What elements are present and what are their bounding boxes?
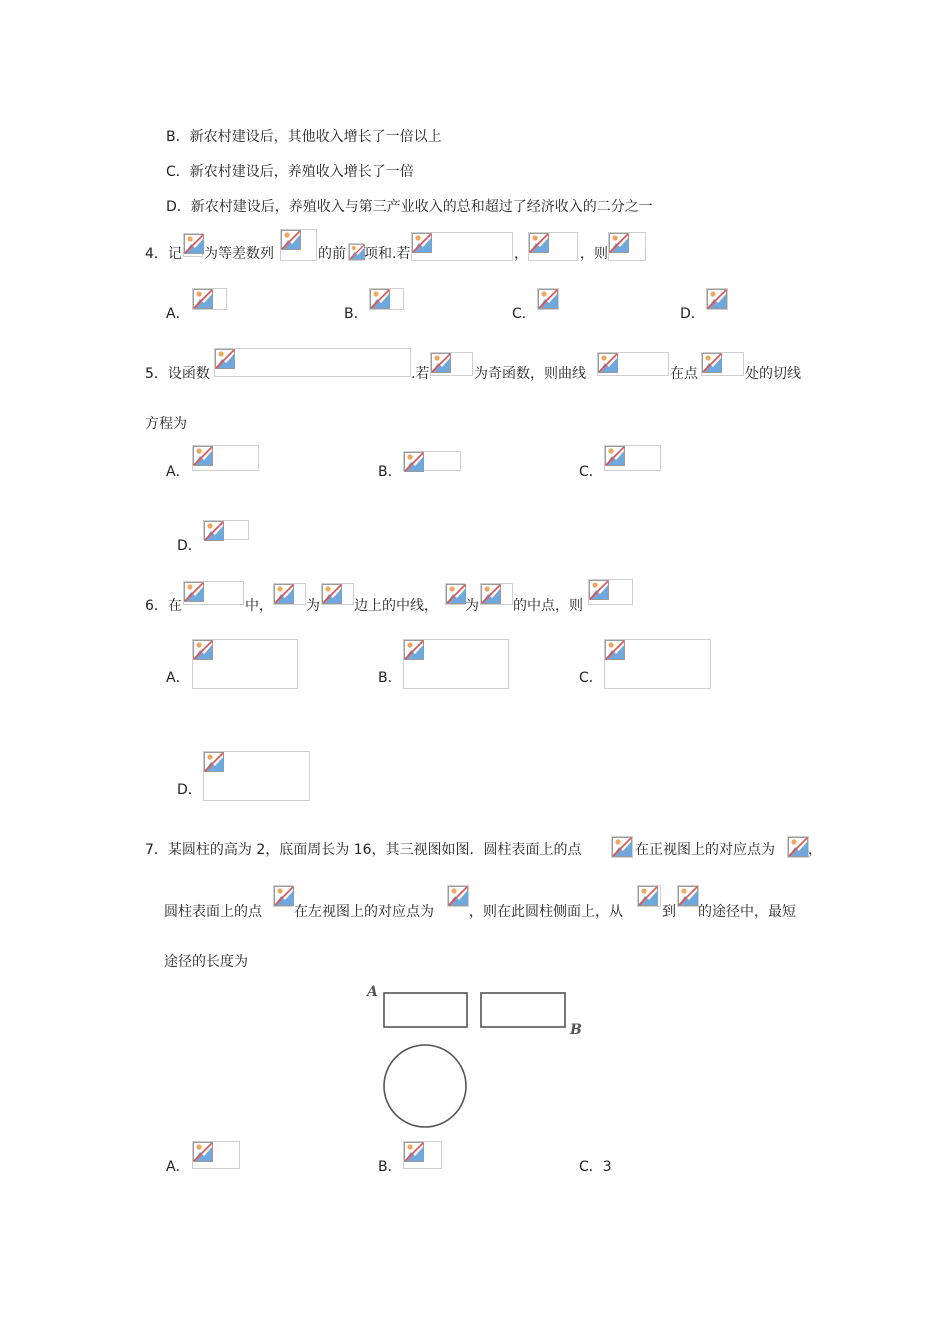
point-label-a: A <box>367 984 378 1000</box>
q5-option-b: B． <box>378 464 402 480</box>
broken-image-icon <box>480 583 513 605</box>
broken-image-icon <box>537 288 559 310</box>
top-view-circle <box>384 1045 466 1127</box>
q7-stem-line1: 7．某圆柱的高为 2，底面周长为 16，其三视图如图．圆柱表面上的点 <box>145 842 582 858</box>
q7-stem-text: ， <box>808 842 822 858</box>
broken-image-icon <box>403 639 509 689</box>
broken-image-icon <box>706 288 728 310</box>
broken-image-icon <box>192 445 259 471</box>
broken-image-icon <box>787 836 809 858</box>
broken-image-icon <box>611 836 633 858</box>
broken-image-icon <box>192 1141 240 1169</box>
q6-option-a: A． <box>166 670 190 686</box>
q7-option-a: A． <box>166 1159 190 1175</box>
broken-image-icon <box>192 639 298 689</box>
broken-image-icon <box>528 232 578 261</box>
broken-image-icon <box>588 579 633 605</box>
q7-stem-text: 到 <box>662 904 676 920</box>
broken-image-icon <box>677 885 699 907</box>
broken-image-icon <box>192 288 227 310</box>
q6-stem-text: 边上的中线， <box>354 598 438 614</box>
broken-image-icon <box>701 352 744 376</box>
q3-option-c: C．新农村建设后，养殖收入增长了一倍 <box>166 164 414 180</box>
broken-image-icon <box>203 520 249 540</box>
q5-stem-text: 为奇函数，则曲线 <box>474 366 586 382</box>
broken-image-icon <box>280 229 317 261</box>
three-view-diagram <box>360 980 590 1130</box>
q7-stem-text: 的途径中，最短 <box>698 904 796 920</box>
q4-stem-text: ， <box>514 246 528 262</box>
q6-option-b: B． <box>378 670 402 686</box>
front-view-rectangle <box>384 993 467 1027</box>
broken-image-icon <box>637 885 661 907</box>
q6-option-c: C． <box>579 670 603 686</box>
q5-option-c: C． <box>579 464 603 480</box>
broken-image-icon <box>447 885 469 907</box>
q7-stem-text: 在正视图上的对应点为 <box>635 842 775 858</box>
q7-option-b: B． <box>378 1159 402 1175</box>
broken-image-icon <box>183 233 203 257</box>
q5-stem-text: .若 <box>411 366 430 382</box>
q5-stem-number: 5．设函数 <box>145 366 210 382</box>
broken-image-icon <box>369 288 404 310</box>
broken-image-icon <box>203 751 310 801</box>
q4-stem-text: 为等差数列 <box>204 246 274 262</box>
q4-stem-text: 的前 <box>318 246 346 262</box>
q7-option-c: C．3 <box>579 1159 612 1175</box>
broken-image-icon <box>273 583 306 605</box>
broken-image-icon <box>403 1141 442 1169</box>
broken-image-icon <box>604 445 661 471</box>
q5-option-a: A． <box>166 464 190 480</box>
broken-image-icon <box>430 352 473 376</box>
broken-image-icon <box>273 885 293 907</box>
q6-stem-text: 中， <box>245 598 273 614</box>
q4-option-b: B． <box>344 306 368 322</box>
q7-stem-line2: 圆柱表面上的点 <box>164 904 262 920</box>
q5-stem-line2: 方程为 <box>145 416 187 432</box>
q5-option-d: D． <box>177 538 202 554</box>
q4-stem-number: 4．记 <box>145 246 182 262</box>
q6-stem-text: 的中点，则 <box>513 598 583 614</box>
q6-stem-text: 为 <box>306 598 320 614</box>
broken-image-icon <box>321 583 354 605</box>
q4-option-a: A． <box>166 306 190 322</box>
q6-option-d: D． <box>177 782 202 798</box>
broken-image-icon <box>214 348 411 377</box>
q5-stem-text: 在点 <box>670 366 698 382</box>
broken-image-icon <box>604 639 711 689</box>
broken-image-icon <box>597 352 669 376</box>
broken-image-icon <box>183 581 244 605</box>
point-label-b: B <box>570 1022 582 1038</box>
q4-option-c: C． <box>512 306 536 322</box>
q7-stem-text: ，则在此圆柱侧面上，从 <box>469 904 623 920</box>
q7-stem-line3: 途径的长度为 <box>164 954 248 970</box>
q4-stem-text: ，则 <box>580 246 608 262</box>
q6-stem-number: 6．在 <box>145 598 182 614</box>
q3-option-b: B．新农村建设后，其他收入增长了一倍以上 <box>166 129 442 145</box>
broken-image-icon <box>608 232 646 261</box>
broken-image-icon <box>411 232 513 261</box>
broken-image-icon <box>348 243 364 261</box>
broken-image-icon <box>403 451 461 471</box>
side-view-rectangle <box>481 993 565 1027</box>
q6-stem-text: 为 <box>465 598 479 614</box>
q4-option-d: D． <box>680 306 705 322</box>
q5-stem-text: 处的切线 <box>745 366 801 382</box>
broken-image-icon <box>445 583 465 605</box>
q3-option-d: D．新农村建设后，养殖收入与第三产业收入的总和超过了经济收入的二分之一 <box>166 199 653 215</box>
q7-stem-text: 在左视图上的对应点为 <box>294 904 434 920</box>
q4-stem-text: 项和.若 <box>364 246 411 262</box>
